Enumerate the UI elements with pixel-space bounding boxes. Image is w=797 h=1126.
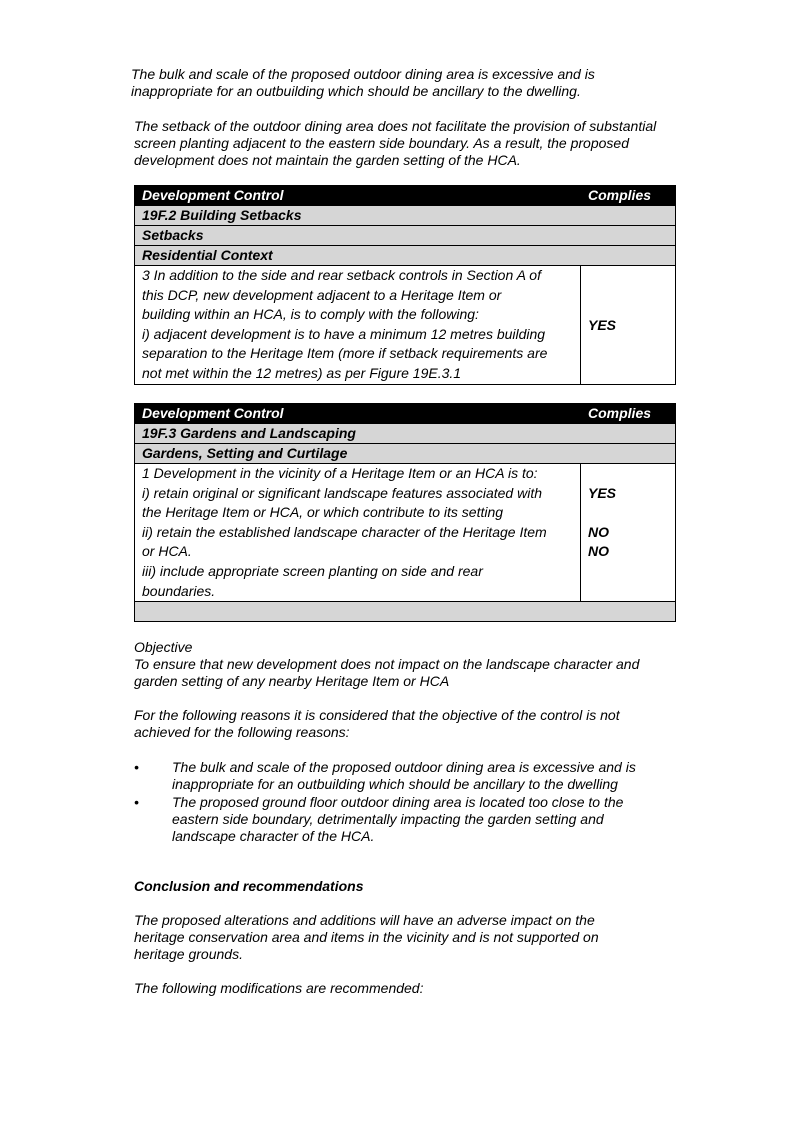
- control-line: 1 Development in the vicinity of a Heritage Item or an HCA is to:: [142, 465, 538, 481]
- blank-row: [135, 602, 676, 622]
- development-control-table-gardens: [134, 403, 676, 622]
- section-title: 19F.2 Building Setbacks: [135, 206, 676, 226]
- conclusion-text: The proposed alterations and additions will have an adverse impact on the heritage conservation area and items in the vicinity and is not supported on heritage grounds.: [134, 912, 599, 962]
- complies-value: NO: [588, 543, 609, 560]
- control-line: separation to the Heritage Item (more if setback requirements are: [142, 345, 548, 362]
- complies-value: [588, 562, 668, 582]
- control-line: the Heritage Item or HCA, or which contribute to its setting: [142, 504, 504, 521]
- complies-value: [588, 582, 668, 602]
- control-line: boundaries.: [142, 582, 216, 599]
- complies-value: YES: [588, 484, 617, 501]
- header-development-control: Development Control: [135, 186, 581, 206]
- table-row: [135, 266, 676, 385]
- table-header-row: [135, 186, 676, 206]
- intro-paragraph-1: The bulk and scale of the proposed outdoor dining area is excessive and is inappropriate for an outbuilding which should be ancillary to the dwelling.: [131, 66, 595, 99]
- section-title: 19F.3 Gardens and Landscaping: [135, 424, 676, 444]
- control-line: this DCP, new development adjacent to a Heritage Item or: [142, 286, 502, 303]
- control-line: or HCA.: [142, 543, 192, 560]
- subsection-title: Gardens, Setting and Curtilage: [135, 444, 676, 464]
- header-complies: Complies: [581, 404, 676, 424]
- complies-value: [588, 503, 668, 523]
- table-header-row: [135, 404, 676, 424]
- reason-text: The proposed ground floor outdoor dining area is located too close to the eastern side boundary, detrimentally impacting the garden setting and landscape character of the HCA.: [172, 794, 624, 844]
- bullet-icon: •: [134, 759, 139, 775]
- control-line: ii) retain the established landscape character of the Heritage Item: [142, 523, 547, 540]
- reasons-list: [134, 759, 664, 846]
- reasons-intro: For the following reasons it is considered that the objective of the control is not achieved for the following reasons:: [134, 707, 620, 740]
- control-line: iii) include appropriate screen planting on side and rear: [142, 562, 483, 579]
- complies-value: YES: [581, 266, 676, 385]
- list-item: [134, 794, 664, 845]
- reason-text: The bulk and scale of the proposed outdoor dining area is excessive and is inappropriate for an outbuilding which should be ancillary to the dwelling: [172, 759, 636, 792]
- development-control-table-setbacks: [134, 185, 676, 385]
- control-line: building within an HCA, is to comply with the following:: [142, 306, 479, 323]
- modifications-text: The following modifications are recommended:: [134, 980, 424, 996]
- control-line: i) adjacent development is to have a minimum 12 metres building: [142, 325, 546, 342]
- intro-paragraph-2: The setback of the outdoor dining area does not facilitate the provision of substantial screen planting adjacent to the eastern side boundary. As a result, the proposed development does not maintain the garden setting of the HCA.: [134, 118, 657, 168]
- control-text: [135, 266, 581, 385]
- table-row: [135, 464, 676, 602]
- context-title: Residential Context: [135, 246, 676, 266]
- control-line: not met within the 12 metres) as per Figure 19E.3.1: [142, 364, 462, 381]
- conclusion-heading: Conclusion and recommendations: [134, 878, 364, 894]
- subsection-title: Setbacks: [135, 226, 676, 246]
- objective-label: Objective: [134, 639, 193, 655]
- control-text: [135, 464, 581, 602]
- complies-value: NO: [588, 523, 609, 540]
- bullet-icon: •: [134, 794, 139, 810]
- complies-values: [581, 464, 676, 602]
- complies-value: [588, 464, 668, 484]
- header-development-control: Development Control: [135, 404, 581, 424]
- control-line: 3 In addition to the side and rear setback controls in Section A of: [142, 267, 541, 283]
- objective-text: To ensure that new development does not impact on the landscape character and garden setting of any nearby Heritage Item or HCA: [134, 656, 640, 689]
- control-line: i) retain original or significant landscape features associated with: [142, 484, 542, 501]
- list-item: [134, 759, 664, 793]
- header-complies: Complies: [581, 186, 676, 206]
